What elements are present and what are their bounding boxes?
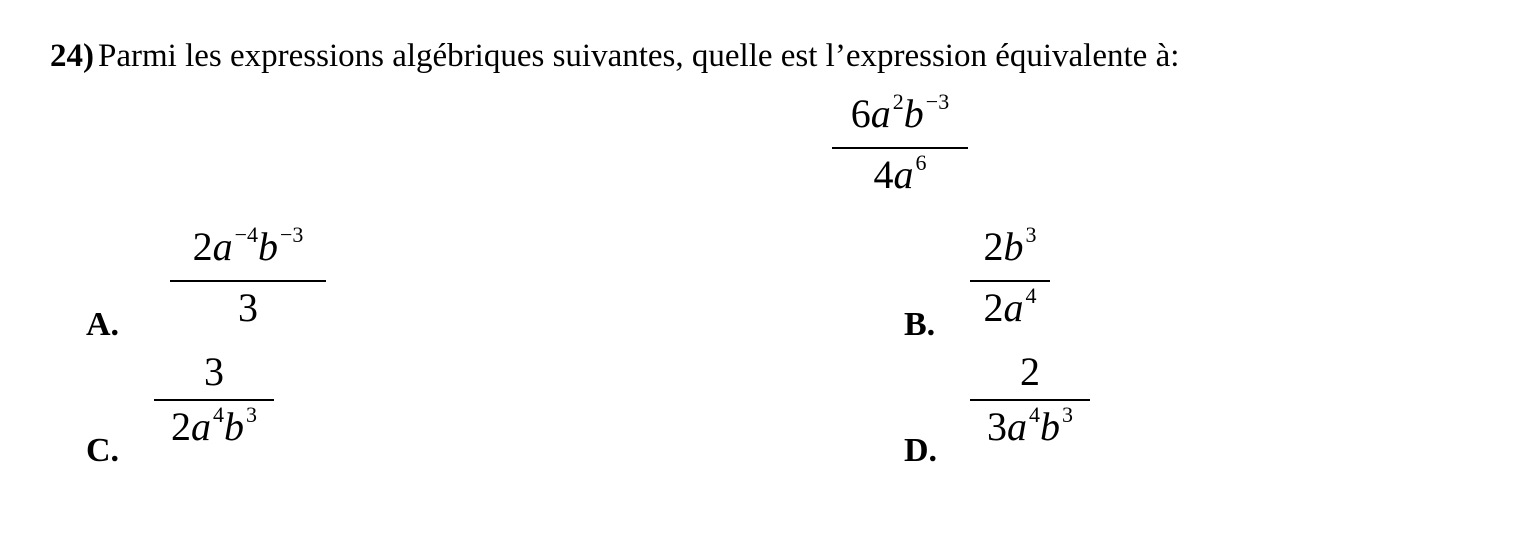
fraction-bar xyxy=(154,399,274,401)
option-c-letter[interactable]: C. xyxy=(86,432,120,469)
option-a-letter[interactable]: A. xyxy=(86,306,120,343)
question-text-line xyxy=(50,36,1179,76)
option-d-letter[interactable]: D. xyxy=(904,432,938,469)
option-a-denominator: 3 xyxy=(238,285,258,330)
option-b-denominator: $2a^4$ xyxy=(983,283,1037,330)
option-d-fraction[interactable] xyxy=(970,350,1090,455)
option-b-letter[interactable]: B. xyxy=(904,306,936,343)
main-expression-fraction xyxy=(832,89,968,203)
question-prompt: Parmi les expressions algébriques suivantes, quelle est l’expression équivalente à: xyxy=(98,38,1180,74)
option-d-numerator: 2 xyxy=(1020,349,1040,394)
question-number: 24) xyxy=(50,38,94,74)
option-c-numerator: 3 xyxy=(204,349,224,394)
main-expression-numerator: $6a^2b^{-3}$ xyxy=(850,89,950,136)
option-b-fraction[interactable] xyxy=(970,222,1050,336)
fraction-bar xyxy=(170,280,326,282)
main-expression-denominator: $4a^6$ xyxy=(873,150,927,197)
option-d-denominator: $3a^4b^3$ xyxy=(987,402,1073,449)
option-c-fraction[interactable] xyxy=(154,350,274,455)
option-a-numerator: $2a^{-4}b^{-3}$ xyxy=(192,222,304,269)
fraction-bar xyxy=(832,147,968,149)
option-a-fraction[interactable] xyxy=(170,222,326,330)
option-b-numerator: $2b^3$ xyxy=(983,222,1037,269)
option-c-denominator: $2a^4b^3$ xyxy=(171,402,257,449)
fraction-bar xyxy=(970,399,1090,401)
fraction-bar xyxy=(970,280,1050,282)
